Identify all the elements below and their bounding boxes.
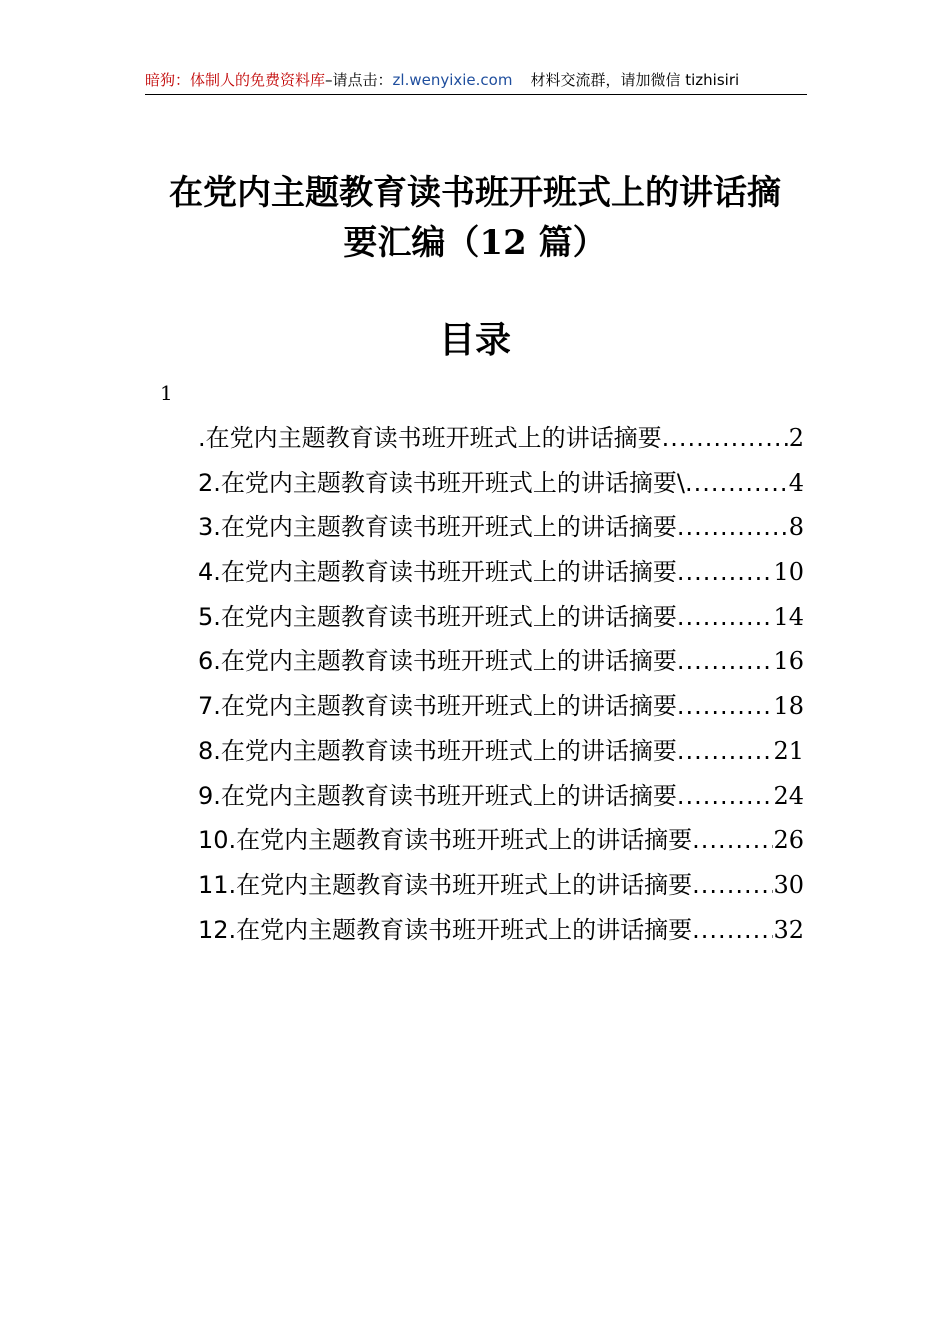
toc-leader [677,505,789,549]
toc-leader [677,639,774,683]
toc-entry[interactable] [198,684,804,729]
toc-entry-text: 9.在党内主题教育读书班开班式上的讲话摘要 [198,781,677,810]
toc-entry[interactable] [198,818,804,863]
document-title [0,168,950,268]
toc-heading: 目录 [438,319,511,361]
toc-entry-page: 26 [773,826,804,855]
toc-entry[interactable] [198,908,804,953]
header-contact: 材料交流群，请加微信 tizhisiri [530,71,740,89]
toc-leader [677,595,774,639]
toc-leader [685,461,789,505]
toc-entry-page: 21 [773,736,804,765]
toc-entry-text: 7.在党内主题教育读书班开班式上的讲话摘要 [198,692,677,721]
toc-entry[interactable] [198,774,804,819]
toc-leader [692,908,773,952]
toc-entry[interactable] [198,416,804,461]
toc-leader [692,863,773,907]
toc-entry-text: 10.在党内主题教育读书班开班式上的讲话摘要 [198,826,693,855]
toc-entry-text: .在党内主题教育读书班开班式上的讲话摘要 [198,424,662,452]
toc-entry[interactable] [198,595,804,640]
toc-entry[interactable] [198,550,804,595]
toc-entry-page: 18 [773,692,804,721]
toc-entry-page: 30 [773,870,804,899]
toc-entry-text: 6.在党内主题教育读书班开班式上的讲话摘要 [198,647,677,676]
toc-entry-text: 4.在党内主题教育读书班开班式上的讲话摘要 [198,558,677,587]
toc-entry[interactable] [198,505,804,550]
toc-entry[interactable] [198,639,804,684]
toc-entry-page: 14 [773,602,804,631]
toc-list [198,416,804,952]
header-brand: 暗狗：体制人的免费资料库 [145,71,326,89]
toc-leader [677,684,774,728]
toc-entry-text: 8.在党内主题教育读书班开班式上的讲话摘要 [198,736,677,765]
toc-entry-page: 8 [788,513,804,542]
title-line-1: 在党内主题教育读书班开班式上的讲话摘 [169,173,781,213]
toc-leader [677,729,774,773]
page-header [145,70,807,95]
toc-leader [677,774,774,818]
toc-leader [662,416,789,460]
toc-entry-page: 16 [773,647,804,676]
toc-entry[interactable] [198,863,804,908]
toc-leader [692,818,773,862]
toc-entry-page: 2 [788,424,804,452]
title-line-2: 要汇编（12 篇） [343,223,607,263]
toc-entry-text: 2.在党内主题教育读书班开班式上的讲话摘要\ [198,468,685,497]
toc-entry-text: 11.在党内主题教育读书班开班式上的讲话摘要 [198,870,693,899]
toc-entry-page: 24 [773,781,804,810]
header-prompt: –请点击： [325,71,393,89]
toc-leader [677,550,774,594]
toc-entry-page: 32 [773,915,804,944]
toc-entry-text: 3.在党内主题教育读书班开班式上的讲话摘要 [198,513,677,542]
toc-stray-number: 1 [160,381,173,405]
toc-entry-page: 4 [788,468,804,497]
toc-entry-text: 12.在党内主题教育读书班开班式上的讲话摘要 [198,915,693,944]
toc-entry-text: 5.在党内主题教育读书班开班式上的讲话摘要 [198,602,677,631]
header-link[interactable]: zl.wenyixie.com [392,71,513,89]
toc-entry[interactable] [198,461,804,506]
toc-entry[interactable] [198,729,804,774]
toc-entry-page: 10 [773,558,804,587]
